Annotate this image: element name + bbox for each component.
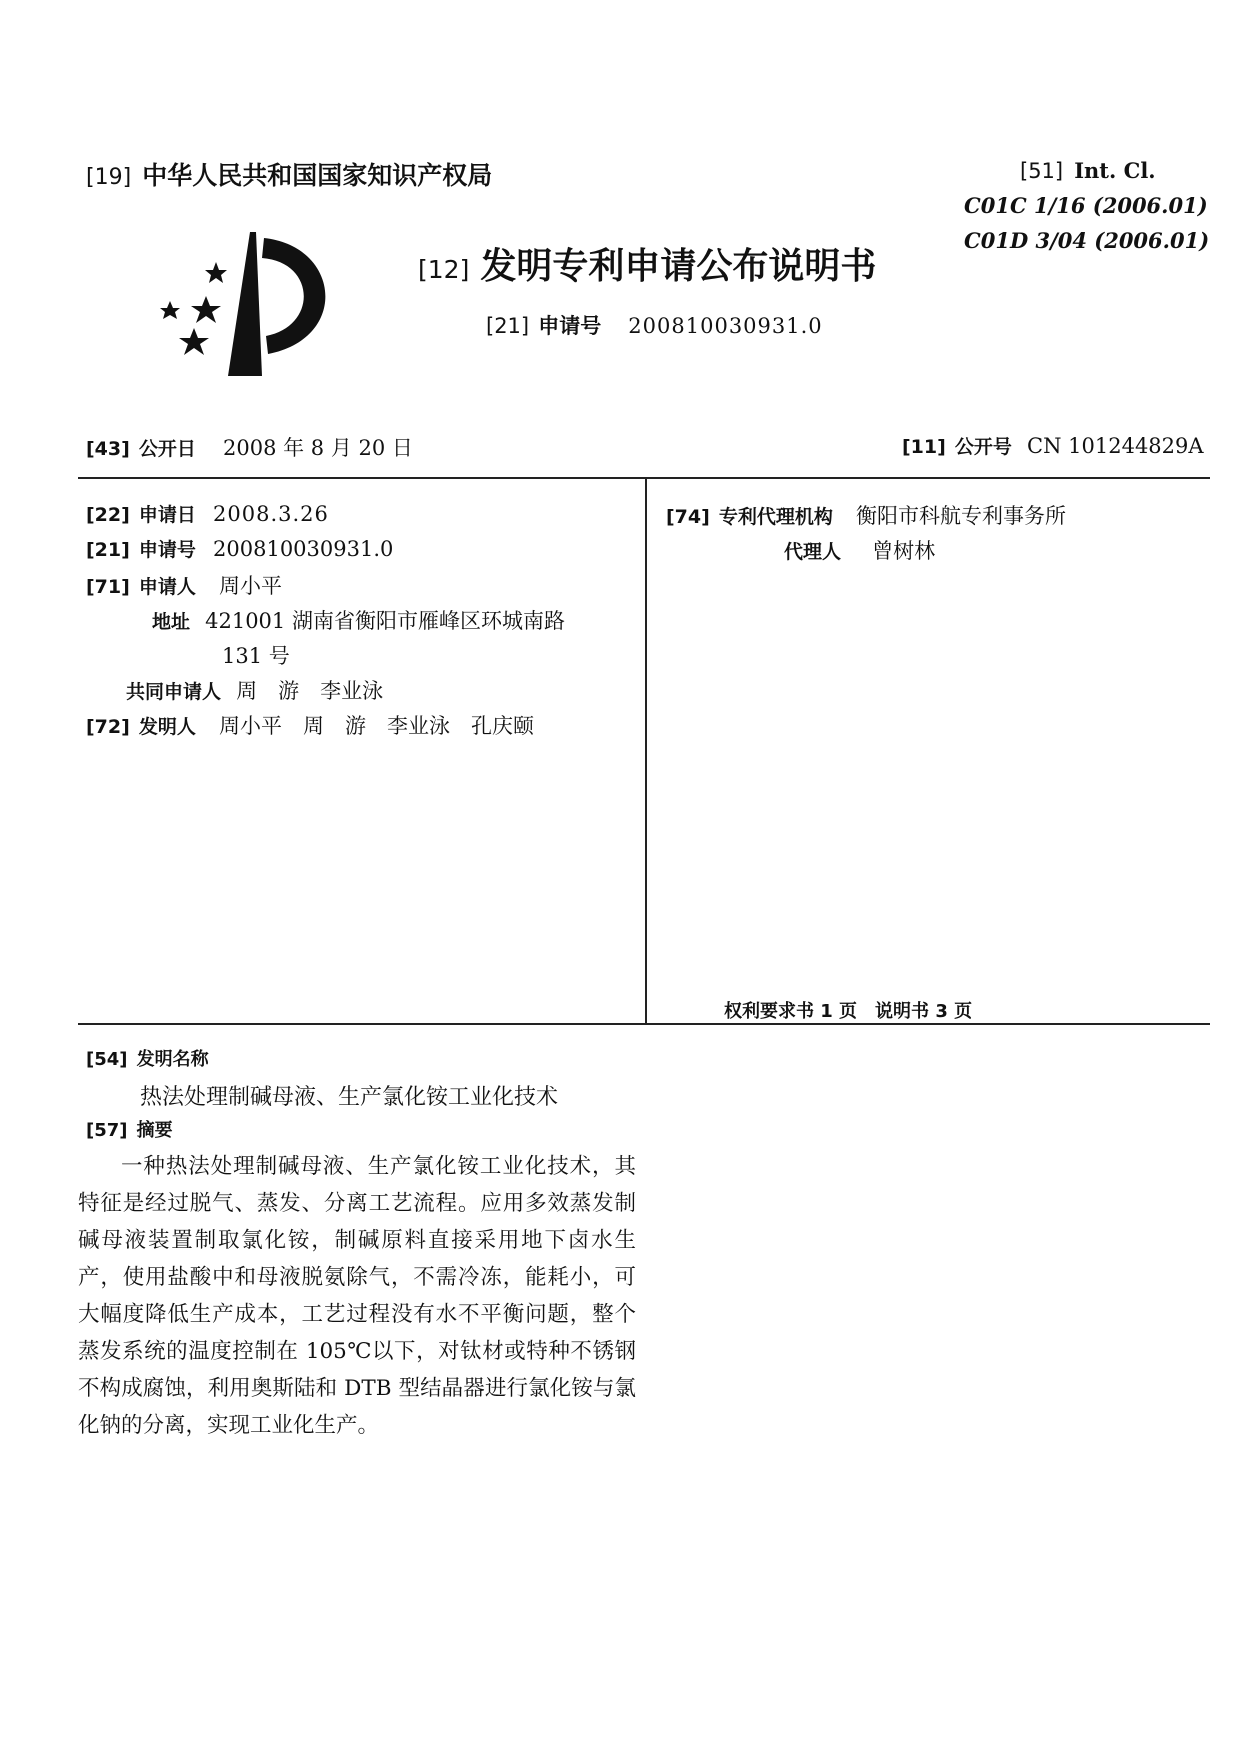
publication-date — [86, 432, 413, 462]
co-applicant-row — [126, 675, 383, 705]
pub-number-value: CN 101244829A — [1027, 434, 1204, 458]
office-name: 中华人民共和国国家知识产权局 — [142, 161, 493, 190]
pub-date-code: [43] — [86, 438, 130, 460]
app-number: 200810030931.0 — [628, 314, 823, 338]
inventor-row — [86, 710, 534, 740]
filing-code: [22] — [86, 504, 130, 526]
agency-label: 专利代理机构 — [718, 506, 833, 528]
pub-number-code: [11] — [902, 436, 946, 458]
publication-number — [902, 432, 1204, 459]
address-line1: 421001 湖南省衡阳市雁峰区环城南路 — [205, 609, 565, 633]
ipc-class-2: C01D 3/04 (2006.01) — [964, 228, 1210, 253]
agency-value: 衡阳市科航专利事务所 — [856, 504, 1067, 528]
co-applicant-value: 周 游 李业泳 — [236, 679, 384, 703]
abstract-text: 一种热法处理制碱母液、生产氯化铵工业化技术，其特征是经过脱气、蒸发、分离工艺流程。应用多效蒸发制碱母液装置制取氯化铵，制碱原料直接采用地下卤水生产，使用盐酸中和母液脱氨除气，不需冷冻，能耗小，可大幅度降低生产成本，工艺过程没有水不平衡问题，整个蒸发系统的温度控制在 105℃以下，对钛材或特种不锈钢不构成腐蚀，利用奥斯陆和 DTB 型结晶器进行氯化铵与氯化钠的分离，实现工业化生产。 — [78, 1154, 636, 1438]
column-divider — [645, 477, 647, 1025]
doc-title: 发明专利申请公布说明书 — [480, 246, 877, 287]
invention-title: 热法处理制碱母液、生产氯化铵工业化技术 — [140, 1085, 559, 1110]
abstract-label: 摘要 — [136, 1120, 173, 1141]
appno-code: [21] — [86, 539, 130, 561]
address-label: 地址 — [152, 611, 191, 633]
pages-count: 权利要求书 1 页 说明书 3 页 — [724, 1001, 973, 1022]
middle-divider — [78, 1023, 1210, 1025]
title-label: 发明名称 — [136, 1049, 209, 1070]
filing-date-row — [86, 500, 329, 527]
filing-label: 申请日 — [138, 504, 196, 526]
applicant-row — [86, 570, 282, 600]
abstract-header — [86, 1116, 173, 1142]
appno-row — [86, 535, 393, 562]
pub-date-value: 2008 年 8 月 20 日 — [223, 436, 413, 460]
office-code: [19] — [86, 165, 132, 190]
agent-row — [784, 535, 935, 565]
co-applicant-label: 共同申请人 — [126, 681, 222, 703]
title-code: [54] — [86, 1049, 128, 1070]
inventor-code: [72] — [86, 716, 130, 738]
doc-code: [12] — [418, 255, 470, 284]
ipc-code: [51] — [1020, 159, 1064, 183]
ipc-header — [1020, 158, 1156, 183]
address-row — [152, 605, 565, 635]
applicant-code: [71] — [86, 576, 130, 598]
ipc-class-1: C01C 1/16 (2006.01) — [964, 193, 1208, 218]
applicant-label: 申请人 — [138, 576, 196, 598]
address-line2: 131 号 — [222, 644, 290, 668]
top-divider — [78, 477, 1210, 479]
application-number-header — [486, 310, 823, 340]
inventor-label: 发明人 — [138, 716, 196, 738]
ipc-label: Int. Cl. — [1074, 158, 1156, 183]
app-label: 申请号 — [538, 314, 602, 338]
applicant-value: 周小平 — [219, 574, 283, 598]
filing-date: 2008.3.26 — [213, 502, 329, 526]
document-type — [418, 238, 876, 289]
appno-value: 200810030931.0 — [213, 537, 394, 561]
agent-value: 曾树林 — [872, 539, 936, 563]
office-header — [86, 156, 492, 192]
inventor-value: 周小平 周 游 李业泳 孔庆颐 — [219, 714, 535, 738]
agency-code: [74] — [666, 506, 710, 528]
sipo-logo-icon — [150, 228, 350, 376]
pub-number-label: 公开号 — [954, 436, 1012, 458]
agency-row — [666, 500, 1066, 530]
appno-label: 申请号 — [138, 539, 196, 561]
pub-date-label: 公开日 — [138, 438, 196, 460]
abstract-code: [57] — [86, 1120, 128, 1141]
agent-label: 代理人 — [784, 541, 842, 563]
invention-title-header — [86, 1045, 209, 1071]
app-code: [21] — [486, 314, 530, 338]
